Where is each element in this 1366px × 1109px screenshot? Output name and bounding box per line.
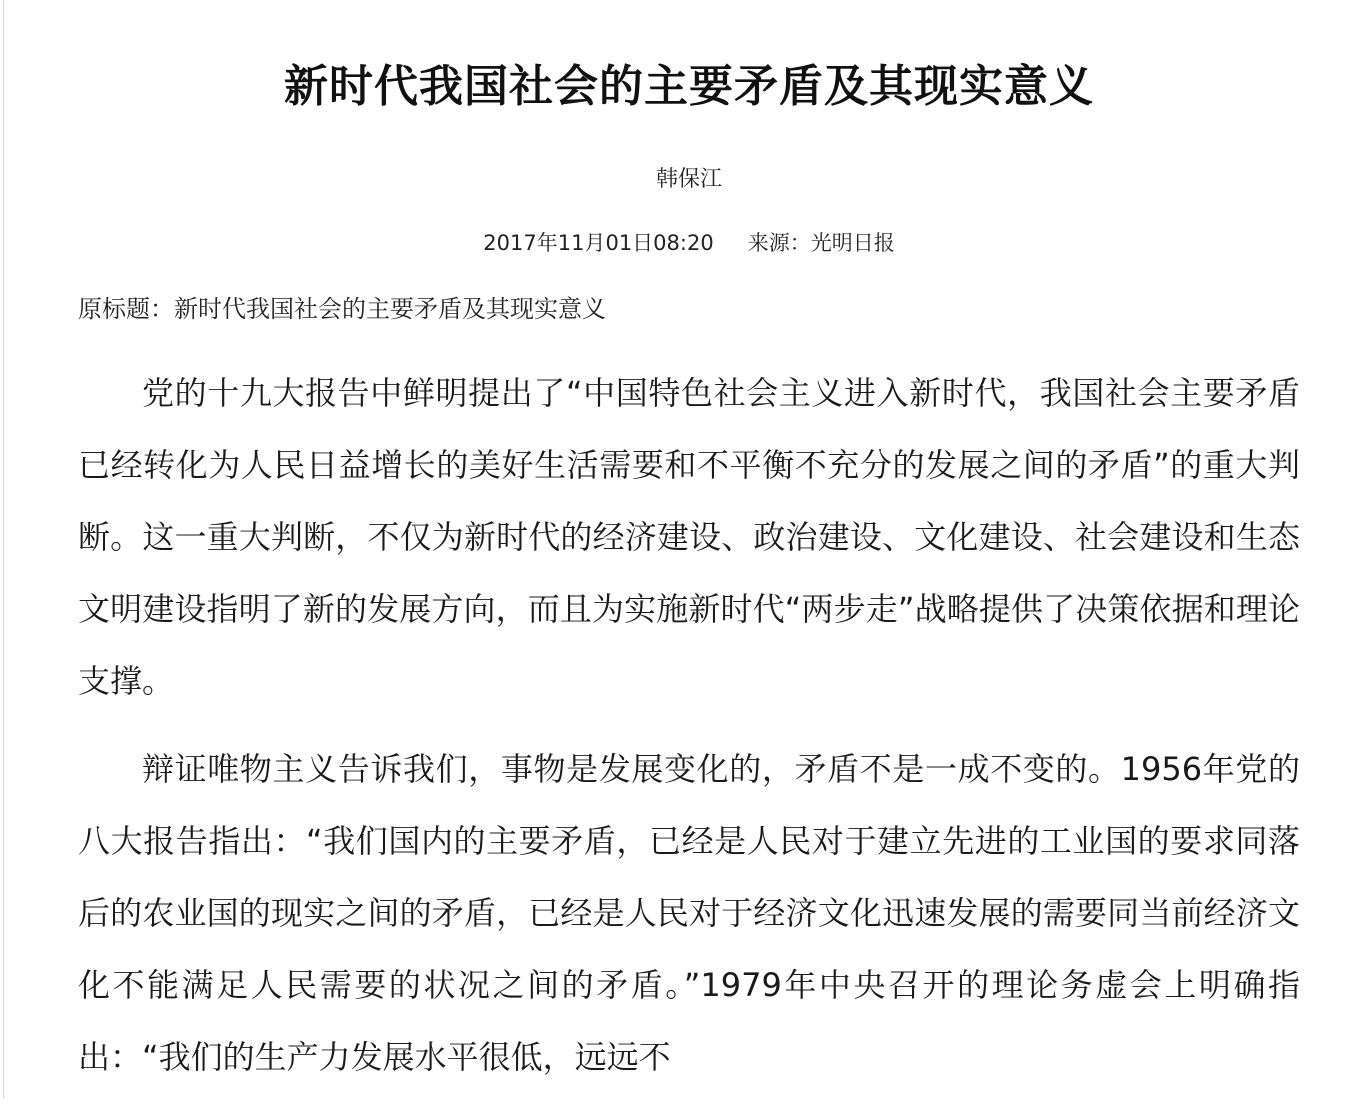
article-meta: [78, 227, 1300, 259]
page-left-border: [3, 0, 4, 1098]
publish-date: 2017年11月01日08:20: [483, 231, 714, 255]
paragraph-1: 党的十九大报告中鲜明提出了“中国特色社会主义进入新时代，我国社会主要矛盾已经转化为人民日益增长的美好生活需要和不平衡不充分的发展之间的矛盾”的重大判断。这一重大判断，不仅为新时代的经济建设、政治建设、文化建设、社会建设和生态文明建设指明了新的发展方向，而且为实施新时代“两步走”战略提供了决策依据和理论支撑。: [78, 374, 1300, 700]
paragraph-2: 辩证唯物主义告诉我们，事物是发展变化的，矛盾不是一成不变的。1956年党的八大报告指出：“我们国内的主要矛盾，已经是人民对于建立先进的工业国的要求同落后的农业国的现实之间的矛盾，已经是人民对于经济文化迅速发展的需要同当前经济文化不能满足人民需要的状况之间的矛盾。”1979年中央召开的理论务虚会上明确指出：“我们的生产力发展水平很低，远远不: [78, 750, 1300, 1076]
original-title: 原标题：新时代我国社会的主要矛盾及其现实意义: [78, 295, 606, 323]
article-author: 韩保江: [655, 167, 722, 192]
article-title: 新时代我国社会的主要矛盾及其现实意义: [284, 61, 1094, 112]
article-source: 来源：光明日报: [747, 231, 895, 255]
article-body: [78, 357, 1300, 1109]
